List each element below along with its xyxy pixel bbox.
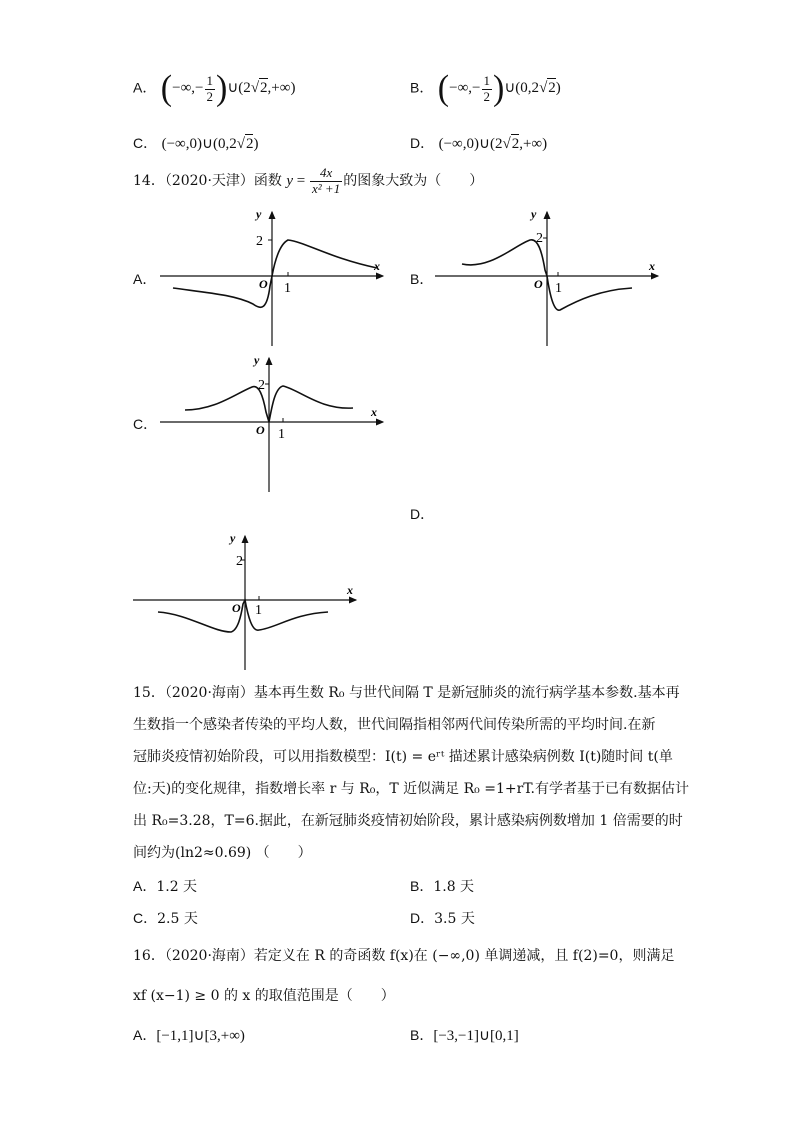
tick-two: 2	[236, 554, 243, 569]
graph-c	[155, 346, 395, 496]
origin-label: O	[259, 277, 268, 291]
q15-line-5: 出 R₀=3.28，T=6.据此，在新冠肺炎疫情初始阶段，累计感染病例数增加 1 倍需要的时	[133, 813, 683, 829]
curve-a	[173, 240, 377, 307]
q15-line-6: 间约为(ln2≈0.69) （ ）	[133, 845, 312, 861]
q13-option-a: A． (−∞,− $\frac{1}{2}$ )∪(2√2,+∞)	[133, 69, 296, 108]
q14-option-c-letter: C．	[133, 416, 158, 432]
q15-line-4: 位:天)的变化规律，指数增长率 r 与 R₀，T 近似满足 R₀ =1+rT.有学者基于已有数据估计	[133, 781, 690, 797]
y-label: y	[254, 353, 260, 367]
q15-option-c: C．2.5 天	[133, 910, 198, 927]
option-letter: B．	[410, 79, 434, 96]
origin-label: O	[256, 423, 265, 437]
origin-label: O	[534, 277, 543, 291]
graph-a	[155, 200, 395, 350]
option-letter: D．	[410, 135, 435, 151]
q15-option-a: A．1.2 天	[133, 878, 198, 895]
q13-option-d: D． (−∞,0)∪(2√2,+∞)	[410, 135, 548, 152]
q16-line-2: xf (x−1) ≥ 0 的 x 的取值范围是（ ）	[133, 988, 395, 1004]
tick-one: 1	[255, 603, 262, 618]
q14-option-b-letter: B．	[410, 271, 434, 287]
q14-option-a-letter: A．	[133, 271, 157, 287]
option-letter: C．	[133, 135, 158, 151]
q15-option-b: B．1.8 天	[410, 878, 475, 895]
q14-option-d-letter: D．	[410, 506, 435, 522]
q15-line-3: 冠肺炎疫情初始阶段，可以用指数模型：I(t) = eʳᵗ 描述累计感染病例数 I(t)随时间 t(单	[133, 749, 673, 765]
q16-line-1: 16．（2020·海南）若定义在 R 的奇函数 f(x)在 (−∞,0) 单调递减，且 f(2)=0，则满足	[133, 948, 675, 964]
tick-one: 1	[278, 427, 285, 442]
graph-b	[430, 200, 670, 350]
option-letter: A．	[133, 79, 157, 96]
q15-line-1: 15．（2020·海南）基本再生数 R₀ 与世代间隔 T 是新冠肺炎的流行病学基本参数.基本再	[133, 685, 680, 701]
q15-line-2: 生数指一个感染者传染的平均人数，世代间隔指相邻两代间传染所需的平均时间.在新	[133, 717, 656, 733]
q16-option-a: A．[−1,1]∪[3,+∞)	[133, 1027, 245, 1044]
x-label: x	[347, 583, 353, 597]
q16-option-b: B．[−3,−1]∪[0,1]	[410, 1027, 519, 1044]
x-label: x	[374, 259, 380, 273]
q15-option-d: D．3.5 天	[410, 910, 475, 927]
x-label: x	[649, 259, 655, 273]
tick-one: 1	[284, 281, 291, 296]
y-label: y	[256, 207, 262, 221]
tick-two: 2	[256, 234, 263, 249]
tick-two: 2	[536, 231, 543, 246]
tick-two: 2	[258, 378, 265, 393]
x-label: x	[371, 405, 377, 419]
q13-option-b: B． (−∞,− $\frac{1}{2}$ )∪(0,2√2)	[410, 69, 561, 108]
y-label: y	[230, 531, 236, 545]
curve-d	[158, 600, 328, 632]
origin-label: O	[232, 601, 241, 615]
graph-d	[128, 524, 368, 674]
y-label: y	[531, 207, 537, 221]
q14-stem: 14．（2020·天津）函数 y = $\frac{4x}{\text{x² +1}}$ 的图象大致为（ ）	[133, 165, 484, 196]
q13-option-c: C． (−∞,0)∪(0,2√2)	[133, 135, 259, 152]
tick-one: 1	[555, 281, 562, 296]
